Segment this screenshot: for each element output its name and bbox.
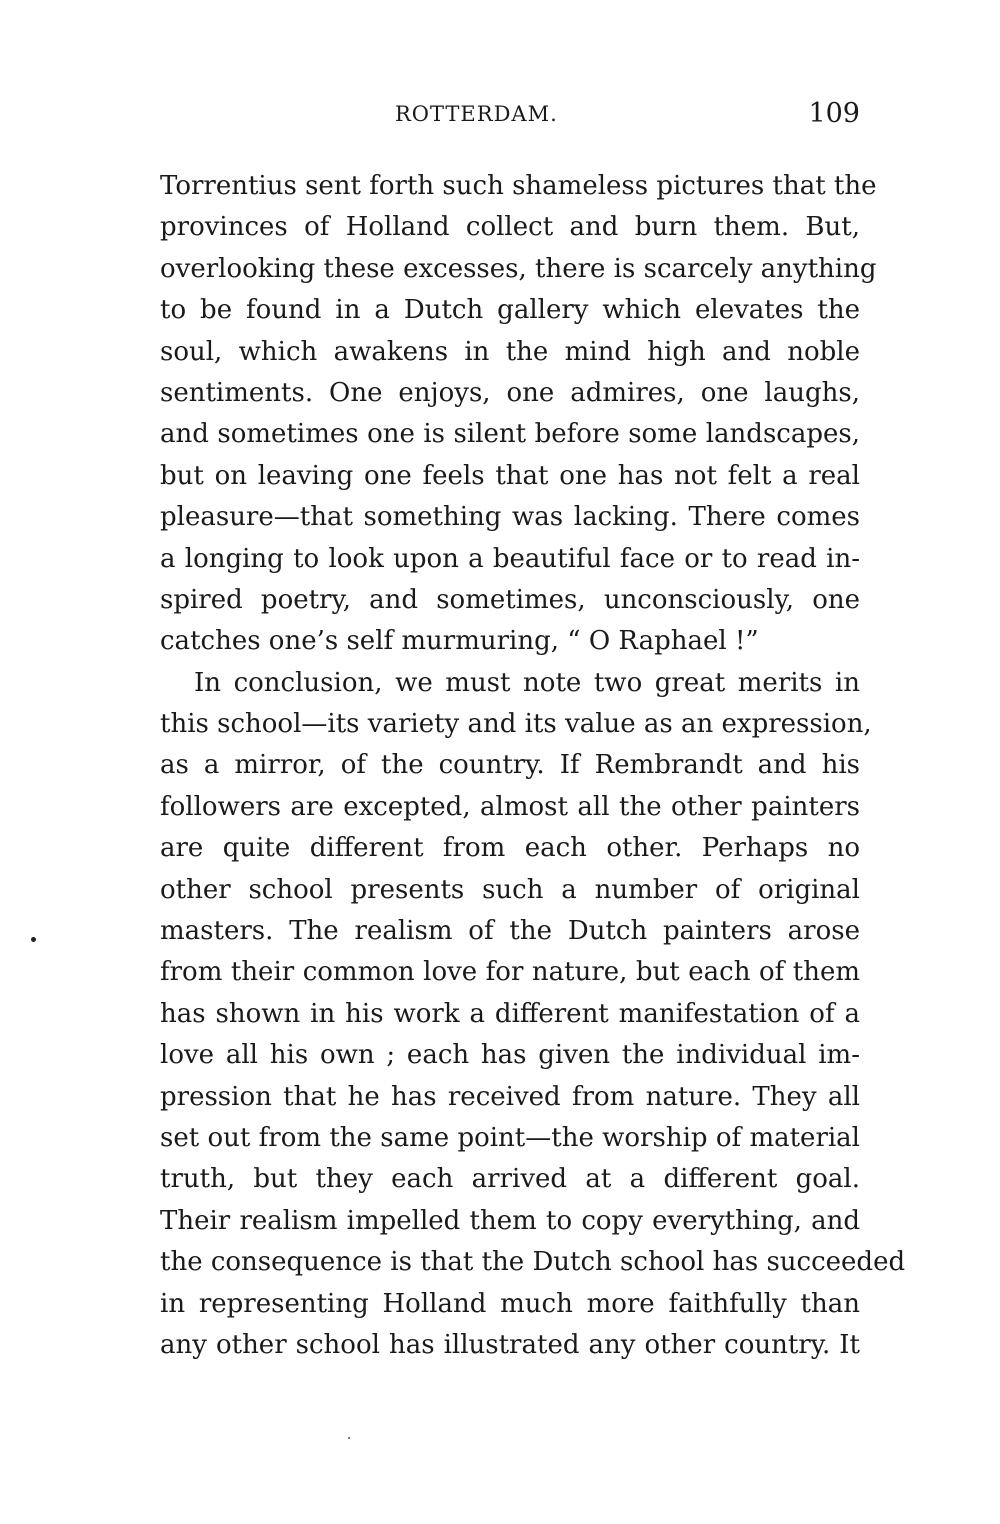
text-line: the consequence is that the Dutch school has succeeded (160, 1247, 906, 1278)
text-line: spired poetry, and sometimes, unconsciously, one (160, 584, 860, 615)
body-text (160, 166, 906, 1366)
text-line: a longing to look upon a beautiful face or to read in- (160, 543, 860, 574)
paragraph-end-line: catches one’s self murmuring, “ O Raphael !” (160, 626, 759, 657)
text-line: are quite different from each other. Perhaps no (160, 833, 860, 864)
paragraph-start-line: In conclusion, we must note two great merits in (194, 667, 860, 698)
text-line: in representing Holland much more faithfully than (160, 1288, 860, 1319)
running-head (160, 94, 860, 134)
text-line: from their common love for nature, but each of them (160, 957, 860, 988)
page-number: 109 (808, 98, 860, 129)
text-line: as a mirror, of the country. If Rembrandt and his (160, 750, 860, 781)
text-line: Their realism impelled them to copy everything, and (160, 1205, 860, 1236)
text-line: truth, but they each arrived at a different goal. (160, 1164, 860, 1195)
text-line: sentiments. One enjoys, one admires, one laughs, (160, 377, 860, 408)
text-line: to be found in a Dutch gallery which elevates the (160, 295, 860, 326)
text-line: soul, which awakens in the mind high and noble (160, 336, 860, 367)
text-line: pleasure—that something was lacking. There comes (160, 502, 860, 533)
text-line: masters. The realism of the Dutch painters arose (160, 916, 860, 947)
text-line: provinces of Holland collect and burn them. But, (160, 212, 860, 243)
text-line: but on leaving one feels that one has not felt a real (160, 460, 860, 491)
text-line: this school—its variety and its value as an expression, (160, 709, 872, 740)
scan-speck (31, 937, 36, 942)
text-line: any other school has illustrated any other country. It (160, 1329, 860, 1360)
text-line: Torrentius sent forth such shameless pictures that the (160, 171, 877, 201)
text-line: other school presents such a number of original (160, 874, 860, 905)
scan-speck (348, 1437, 350, 1439)
text-line: overlooking these excesses, there is scarcely anything (160, 253, 877, 284)
text-line: has shown in his work a different manifestation of a (160, 998, 860, 1029)
text-line: followers are excepted, almost all the other painters (160, 791, 860, 822)
text-line: love all his own ; each has given the individual im- (160, 1040, 860, 1071)
running-title: ROTTERDAM. (395, 102, 558, 126)
text-line: and sometimes one is silent before some landscapes, (160, 419, 860, 450)
text-line: pression that he has received from nature. They all (160, 1081, 860, 1112)
text-line: set out from the same point—the worship of material (160, 1122, 860, 1153)
